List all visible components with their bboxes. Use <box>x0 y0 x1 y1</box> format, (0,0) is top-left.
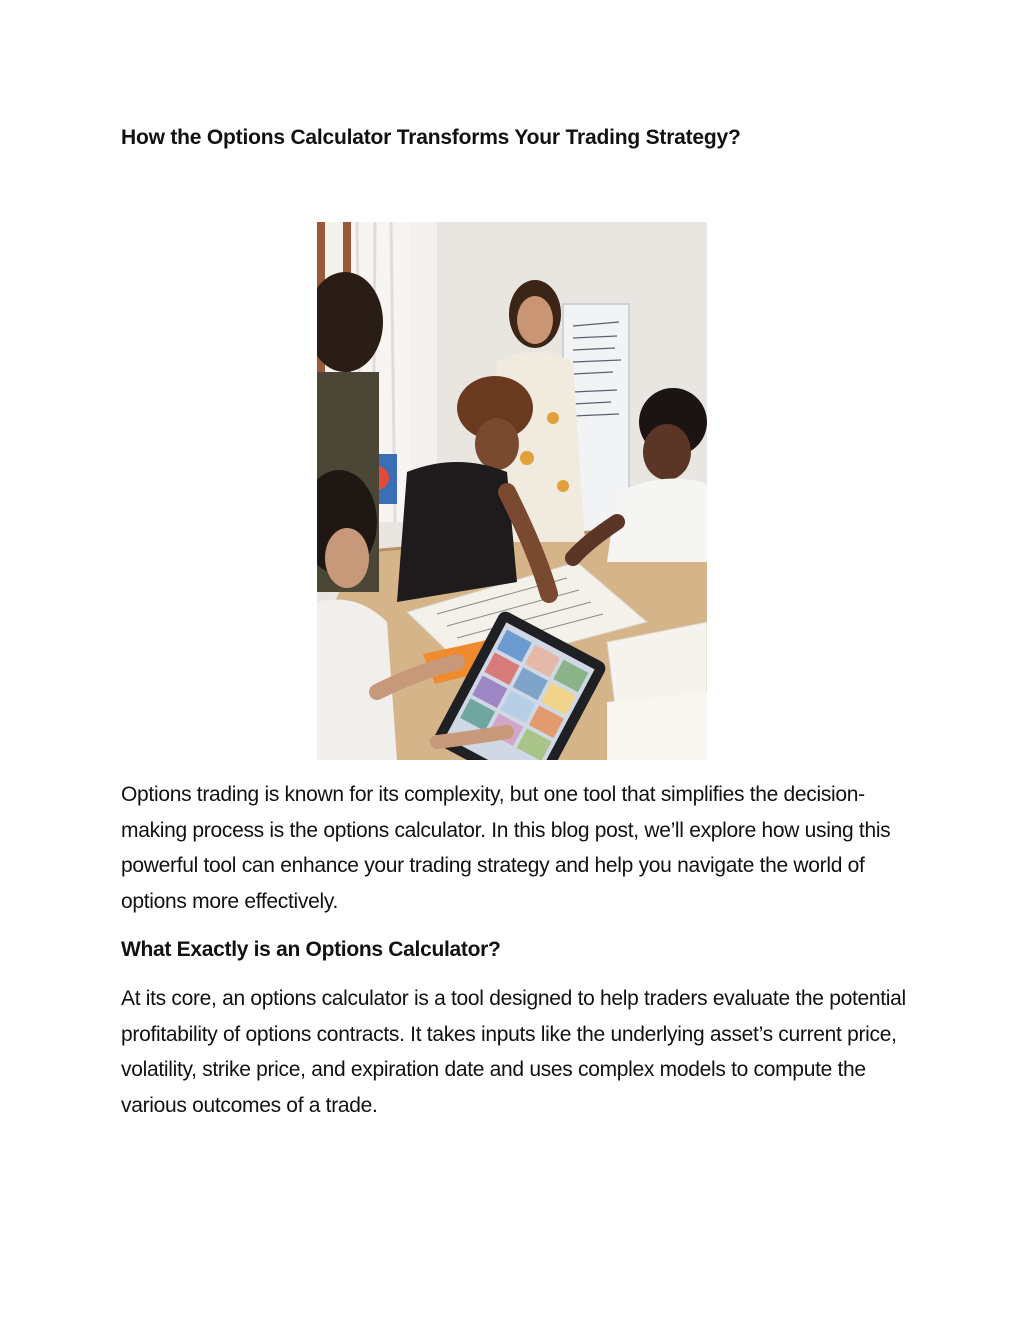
section-heading: What Exactly is an Options Calculator? <box>121 938 501 961</box>
intro-paragraph: Options trading is known for its complexity, but one tool that simplifies the decision-making process is the options calculator. In this blog post, we’ll explore how using this powerful tool can enhance your trading strategy and help you navigate the world of options more effectively. <box>121 783 891 913</box>
section-paragraph: At its core, an options calculator is a tool designed to help traders evaluate the potential profitability of options contracts. It takes inputs like the underlying asset’s current price, volatility, strike price, and expiration date and uses complex models to compute the various outcomes of a trade. <box>121 987 906 1117</box>
article-title: How the Options Calculator Transforms Your Trading Strategy? <box>121 126 741 149</box>
article-photo <box>317 222 707 760</box>
